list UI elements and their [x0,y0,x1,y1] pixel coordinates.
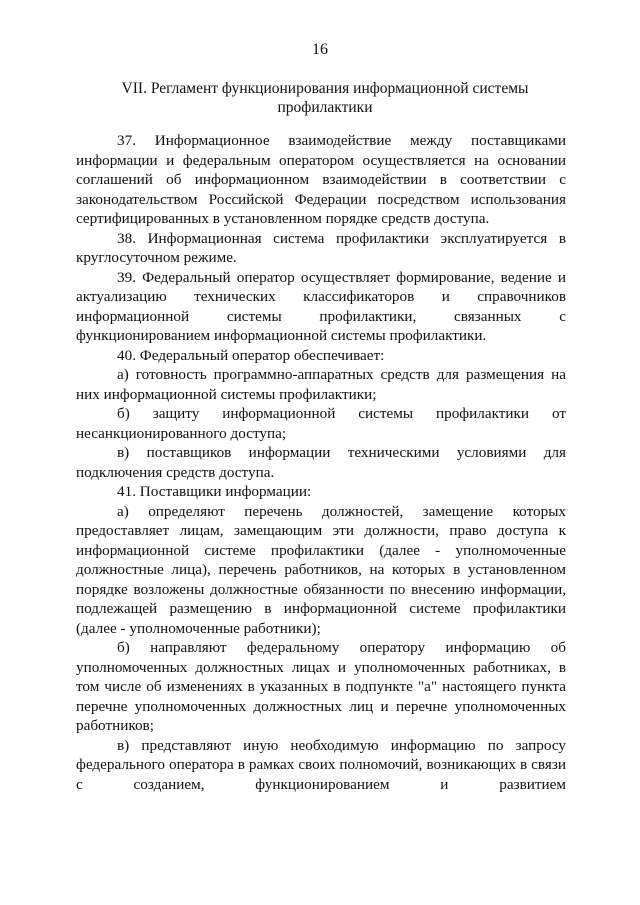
paragraph-40-v: в) поставщиков информации техническими условиями для подключения средств доступа. [76,444,566,481]
paragraph-40-b: б) защиту информационной системы профилактики от несанкционированного доступа; [76,405,566,442]
paragraph-41-a: а) определяют перечень должностей, замещение которых предоставляет лицам, замещающим эти должности, право доступа к информационной системе профилактики (далее - уполномоченные должностные лица), перечень работников, на которых в установленном порядке возложены должностные обязанности по внесению информации, подлежащей размещению в информационной системе профилактики (далее - уполномоченные работники); [76,502,566,637]
paragraph-38: 38. Информационная система профилактики эксплуатируется в круглосуточном режиме. [76,229,566,266]
paragraph-40: 40. Федеральный оператор обеспечивает: [117,346,385,364]
section-title-line-1: VII. Регламент функционирования информационной системы [121,80,529,97]
page-number: 16 [312,41,328,58]
paragraph-40-a: а) готовность программно-аппаратных средств для размещения на них информационной системы профилактики; [76,366,566,403]
paragraph-41: 41. Поставщики информации: [117,483,312,500]
paragraph-41-b: б) направляют федеральному оператору информацию об уполномоченных должностных лицах и уполномоченных работниках, в том числе об изменениях в указанных в подпункте "а" настоящего пункта перечне уполномоченных должностных лиц и перечне уполномоченных работников; [76,639,566,734]
paragraph-39: 39. Федеральный оператор осуществляет формирование, ведение и актуализацию технических классификаторов и справочников информационной системы профилактики, связанных с функционированием информационной системы профилактики. [76,268,566,344]
document-body [76,131,566,794]
paragraph-37: 37. Информационное взаимодействие между поставщиками информации и федеральным оператором осуществляется на основании соглашений об информационном взаимодействии в соответствии с законодательством Российской Федерации посредством использования сертифицированных в установленном порядке средств доступа. [76,132,566,227]
section-title-line-2: профилактики [277,99,373,116]
paragraph-41-v: в) представляют иную необходимую информацию по запросу федерального оператора в рамках своих полномочий, возникающих в связи с созданием, функционированием и развитием [76,736,566,793]
section-title [80,79,570,117]
